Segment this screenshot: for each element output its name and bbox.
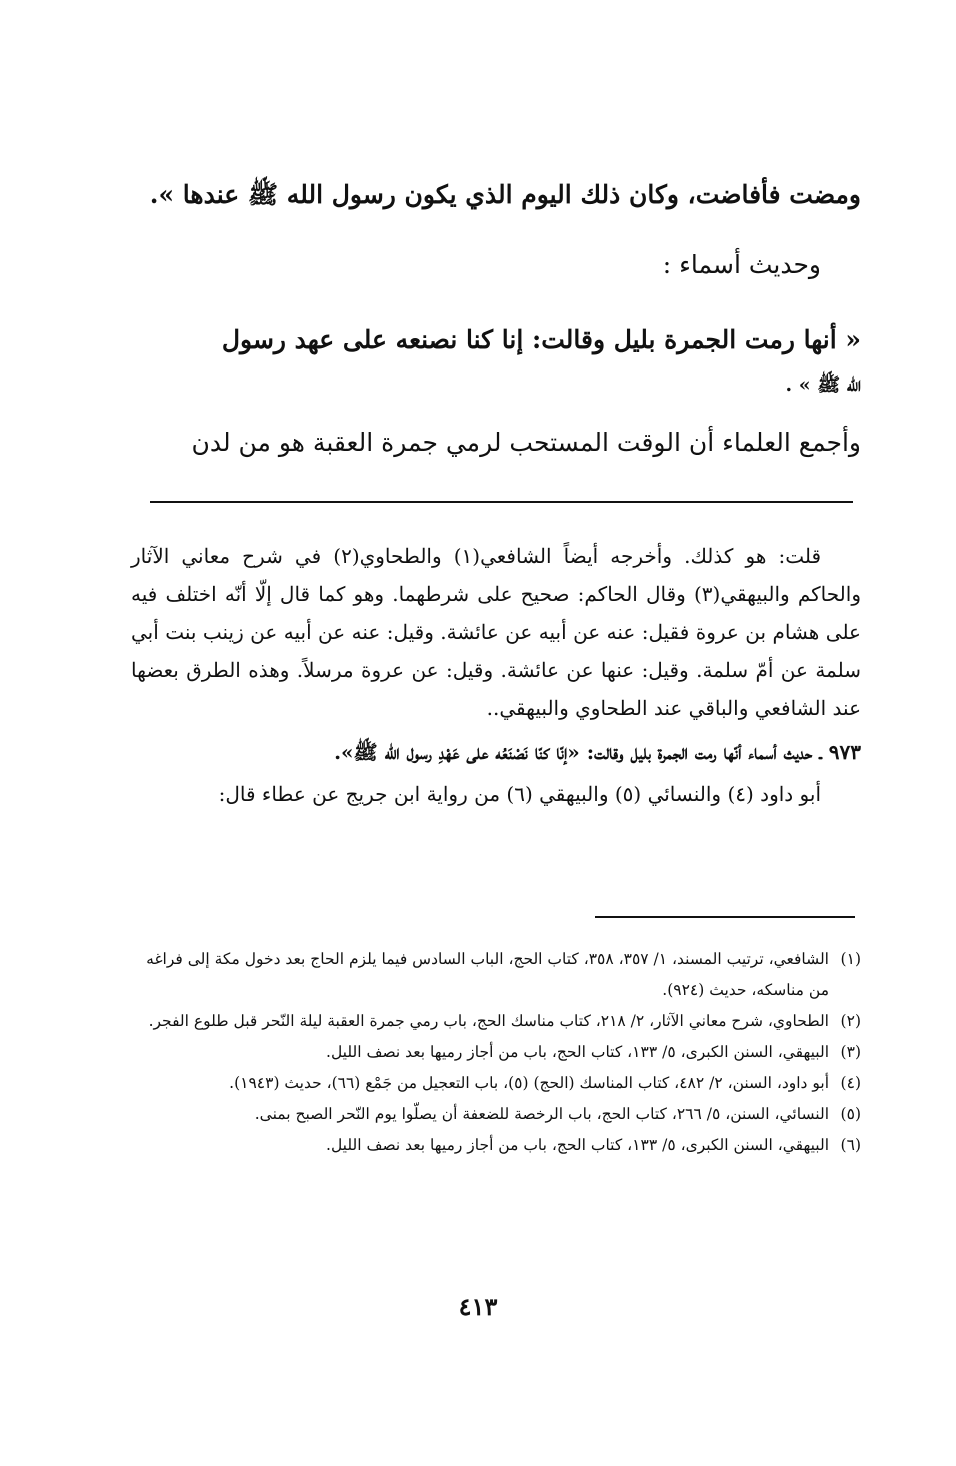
footnote-text: النسائي، السنن، ٥/ ٢٦٦، كتاب الحج، باب الرخصة للضعفة أن يصلّوا يوم النّحر الصبح بمنى. <box>254 1105 829 1123</box>
footnote-number: (١) <box>840 950 861 968</box>
footnote-number: (٦) <box>840 1136 861 1154</box>
hadith-973: ٩٧٣ ـ حديث أسماء أنّها رمت الجمرة بليل وقالت: «إنّا كنّا نَصْنَعُه على عَهْدِ رسول الله ﷺ». <box>334 740 861 764</box>
footnote-number: (٤) <box>840 1074 861 1092</box>
main-text-closing: ومضت فأفاضت، وكان ذلك اليوم الذي يكون رسول الله ﷺ عندها ». <box>149 180 861 209</box>
asma-quote-block <box>131 315 861 405</box>
footnote-item <box>131 1130 861 1161</box>
footnote-divider <box>595 916 855 918</box>
footnote-text: أبو داود، السنن، ٢/ ٤٨٢، كتاب المناسك (الحج) (٥)، باب التعجيل من جَمْع (٦٦)، حديث (١٩٤٣). <box>229 1074 829 1092</box>
commentary-paragraph: قلت: هو كذلك. وأخرجه أيضاً الشافعي(١) والطحاوي(٢) في شرح معاني الآثار والحاكم والبيهقي(٣) وقال الحاكم: صحيح على شرطهما. وهو كما قال إلّا أنّه اختلف فيه على هشام بن عروة فقيل: عنه عن أبيه عن عائشة. وقيل: عنه عن أبيه عن زينب بنت أبي سلمة عن أمّ سلمة. وقيل: عنها عن عائشة. وقيل: عن عروة مرسلاً. وهذه الطرق بعضها عند الشافعي والباقي عند الطحاوي والبيهقي.. <box>131 544 861 720</box>
footnote-number: (٢) <box>840 1012 861 1030</box>
asma-intro: وحديث أسماء : <box>662 250 821 279</box>
page-number: ٤١٣ <box>458 1292 498 1321</box>
takhrij-line: أبو داود (٤) والنسائي (٥) والبيهقي (٦) من رواية ابن جريج عن عطاء قال: <box>218 782 821 806</box>
ijma-block <box>131 428 861 458</box>
asma-quote-line-2: الله ﷺ » . <box>785 374 861 396</box>
footnote-text: البيهقي، السنن الكبرى، ٥/ ١٣٣، كتاب الحج، باب من أجاز رميها بعد نصف الليل. <box>326 1136 829 1154</box>
footnote-item <box>131 1006 861 1037</box>
footnote-text: الشافعي، ترتيب المسند، ١/ ٣٥٧، ٣٥٨، كتاب الحج، الباب السادس فيما يلزم الحاج بعد دخول مكة إلى فراغه من مناسكه، حديث (٩٢٤). <box>146 950 829 999</box>
footnote-item <box>131 1099 861 1130</box>
main-divider <box>150 501 853 503</box>
footnote-number: (٥) <box>840 1105 861 1123</box>
footnotes-block <box>131 944 861 1161</box>
ijma-line: وأجمع العلماء أن الوقت المستحب لرمي جمرة العقبة هو من لدن <box>191 428 861 457</box>
footnote-item <box>131 1068 861 1099</box>
asma-intro-block <box>131 250 861 280</box>
footnote-text: البيهقي، السنن الكبرى، ٥/ ١٣٣، كتاب الحج، باب من أجاز رميها بعد نصف الليل. <box>326 1043 829 1061</box>
footnote-text: الطحاوي، شرح معاني الآثار، ٢/ ٢١٨، كتاب مناسك الحج، باب رمي جمرة العقبة ليلة النّحر قبل طلوع الفجر. <box>148 1012 829 1030</box>
footnote-number: (٣) <box>840 1043 861 1061</box>
main-text-line-1 <box>131 180 861 210</box>
footnote-item <box>131 944 861 1006</box>
commentary-block <box>131 537 861 813</box>
footnote-item <box>131 1037 861 1068</box>
asma-quote-line-1: « أنها رمت الجمرة بليل وقالت: إنا كنا نصنعه على عهد رسول <box>221 325 861 354</box>
